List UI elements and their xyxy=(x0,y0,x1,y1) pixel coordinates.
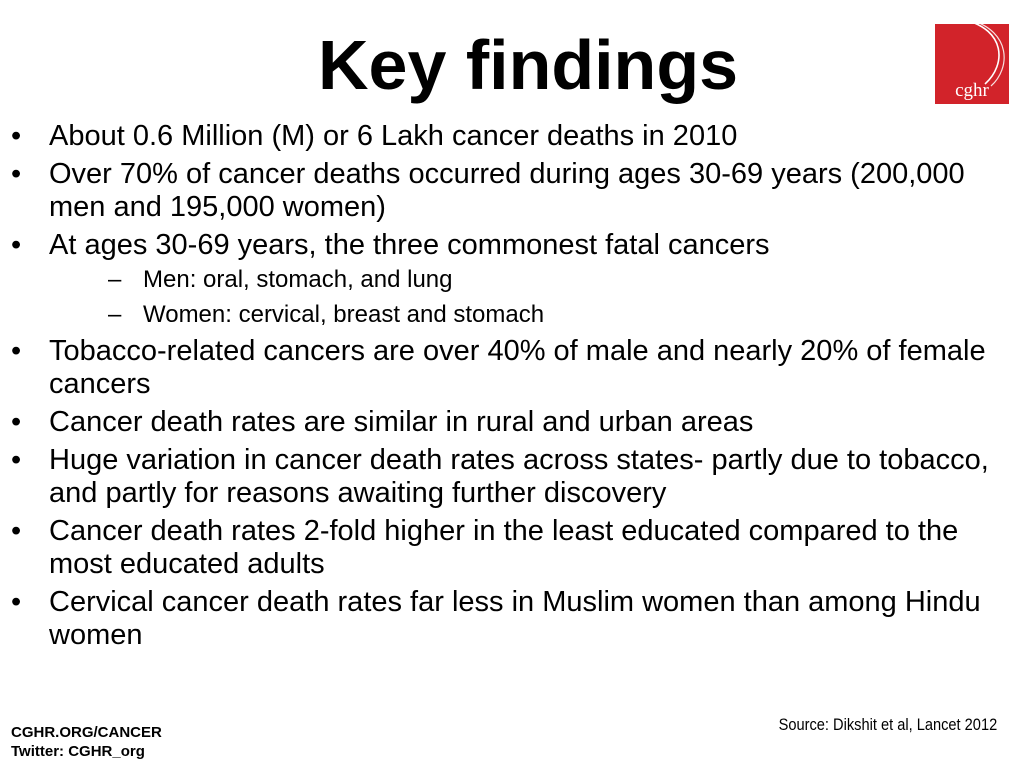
findings-list xyxy=(0,120,1024,657)
bullet-marker: • xyxy=(11,335,22,367)
slide-title: Key findings xyxy=(317,26,739,104)
cghr-logo xyxy=(935,24,1009,104)
bullet-marker: • xyxy=(11,158,22,190)
sub-bullet-text: Men: oral, stomach, and lung xyxy=(143,266,453,293)
bullet-marker: • xyxy=(11,406,22,438)
list-item xyxy=(0,229,1024,329)
bullet-text: At ages 30-69 years, the three commonest fatal cancers xyxy=(49,229,770,261)
bullet-marker: • xyxy=(11,444,22,476)
footer-twitter: Twitter: CGHR_org xyxy=(11,743,145,760)
sub-bullet-marker: – xyxy=(108,266,122,293)
bullet-text: Cancer death rates are similar in rural and urban areas xyxy=(49,406,754,438)
sub-bullet-text: Women: cervical, breast and stomach xyxy=(143,301,545,328)
footer xyxy=(11,723,162,761)
sub-bullet-marker: – xyxy=(108,301,122,328)
bullet-marker: • xyxy=(11,120,22,152)
bullet-marker: • xyxy=(11,586,22,618)
list-item xyxy=(0,586,1024,652)
list-item xyxy=(0,335,1024,401)
bullet-text: Cervical cancer death rates far less in Muslim women than among Hindu women xyxy=(49,586,981,651)
list-item xyxy=(0,444,1024,510)
source-citation: Source: Dikshit et al, Lancet 2012 xyxy=(778,715,997,734)
list-item xyxy=(0,515,1024,581)
bullet-text: About 0.6 Million (M) or 6 Lakh cancer deaths in 2010 xyxy=(49,120,738,152)
list-item xyxy=(0,158,1024,224)
bullet-text: Over 70% of cancer deaths occurred during ages 30-69 years (200,000 men and 195,000 women) xyxy=(49,158,965,223)
sub-list xyxy=(49,265,1014,329)
bullet-text: Huge variation in cancer death rates across states- partly due to tobacco, and partly for reasons awaiting further discovery xyxy=(49,444,989,509)
footer-website: CGHR.ORG/CANCER xyxy=(11,724,162,741)
sub-list-item xyxy=(49,265,1014,294)
logo-text: cghr xyxy=(955,80,989,101)
bullet-text: Tobacco-related cancers are over 40% of male and nearly 20% of female cancers xyxy=(49,335,986,400)
bullet-marker: • xyxy=(11,229,22,261)
list-item xyxy=(0,406,1024,439)
bullet-marker: • xyxy=(11,515,22,547)
list-item xyxy=(0,120,1024,153)
sub-list-item xyxy=(49,300,1014,329)
bullet-text: Cancer death rates 2-fold higher in the least educated compared to the most educated adults xyxy=(49,515,959,580)
